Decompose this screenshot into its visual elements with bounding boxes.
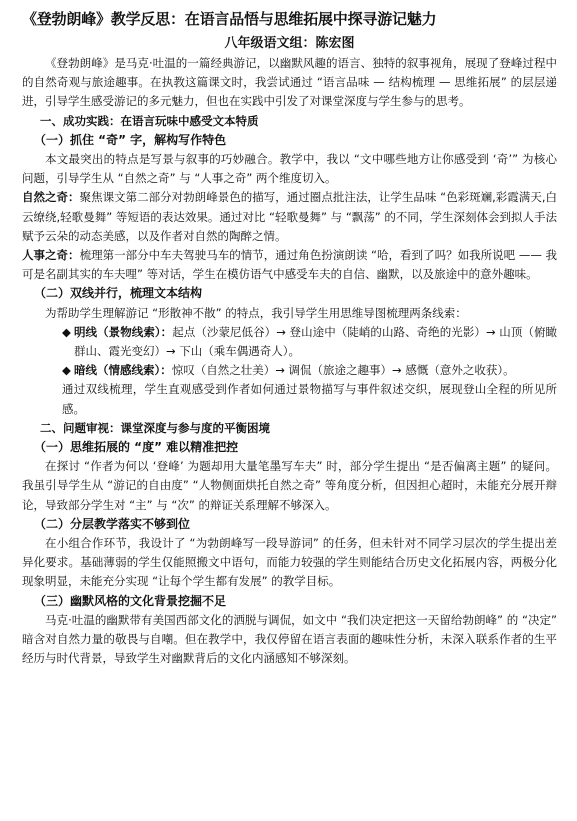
section-1-sub-2-closing: 通过双线梳理，学生直观感受到作者如何通过景物描写与事件叙述交织，展现登山全程的所见所感。	[62, 382, 557, 416]
nature-text: 聚焦课文第二部分对勃朗峰景色的描写，通过圈点批注法，让学生品味 “色彩斑斓,彩霞满天,白云缭绕,轻歌曼舞” 等短语的表达效果。通过对比 “轻歌曼舞” 与 “飘荡” 的不同，学生深刻体会到拟人手法赋予云朵的动态美感，以及作者对自然的陶醉之情。	[22, 190, 557, 243]
nature-paragraph	[22, 188, 557, 246]
section-1-sub-1-heading: （一）抓住 “奇” 字，解构写作特色	[34, 132, 227, 147]
list-item	[62, 323, 557, 361]
section-1-sub-2-paragraph: 为帮助学生理解游记 “形散神不散” 的特点，我引导学生用思维导图梳理两条线索：	[45, 305, 467, 320]
nature-lead: 自然之奇：	[22, 190, 80, 205]
section-2-sub-1-heading: （一）思维拓展的 “度” 难以精准把控	[34, 440, 239, 455]
section-1-heading: 一、成功实践：在语言玩味中感受文本特质	[40, 113, 259, 128]
section-1-sub-1-paragraph: 本文最突出的特点是写景与叙事的巧妙融合。教学中，我以 “文中哪些地方让你感受到 ‘奇’” 为核心问题，引导学生从 “自然之奇” 与 “人事之奇” 两个维度切入。	[22, 152, 557, 186]
section-2-sub-3-paragraph: 马克·吐温的幽默带有美国西部文化的洒脱与调侃，如文中 “我们决定把这一天留给勃朗峰” 的 “决定” 暗含对自然力量的敬畏与自嘲。但在教学中，我仅停留在语言表面的趣味性分析，未深入联系作者的生平经历与时代背景，导致学生对幽默背后的文化内涵感知不够深刻。	[22, 612, 557, 666]
diamond-bullet-icon: ◆	[62, 324, 71, 339]
clue-list	[22, 323, 557, 381]
human-lead: 人事之奇：	[22, 248, 80, 263]
human-text: 梳理第一部分中车夫驾驶马车的情节，通过角色扮演朗读 “哈，看到了吗？如我所说吧 —— 我可是名副其实的车夫哩” 等对话，学生在模仿语气中感受车夫的自信、幽默，以及旅途中的意外趣味。	[22, 248, 557, 282]
clue-2-text: 惊叹（自然之壮美）→ 调侃（旅途之趣事）→ 感慨（意外之收获）。	[171, 363, 515, 378]
section-2-sub-3-heading: （三）幽默风格的文化背景挖掘不足	[34, 593, 227, 608]
clue-1-text: 起点（沙蒙尼低谷）→ 登山途中（陡峭的山路、奇绝的光影）→ 山顶（俯瞰群山、霞光变幻）→ 下山（乘车偶遇奇人）。	[74, 324, 557, 359]
section-2-sub-1-paragraph: 在探讨 “作者为何以 ‘登峰’ 为题却用大量笔墨写车夫” 时，部分学生提出 “是否偏离主题” 的疑问。我虽引导学生从 “游记的自由度” “人物侧面烘托自然之奇” 等角度分析，但因担心超时，未能充分展开辩论，导致部分学生对 “主” 与 “次” 的辩证关系理解不够深入。	[22, 459, 557, 512]
section-2-sub-2-paragraph: 在小组合作环节，我设计了 “为勃朗峰写一段导游词” 的任务，但未针对不同学习层次的学生提出差异化要求。基础薄弱的学生仅能照搬文中语句，而能力较强的学生则能结合历史文化拓展内容，两极分化现象明显，未能充分实现 “让每个学生都有发展” 的教学目标。	[22, 536, 557, 589]
human-paragraph	[22, 246, 557, 284]
section-2-heading: 二、问题审视：课堂深度与参与度的平衡困境	[40, 420, 270, 435]
diamond-bullet-icon: ◆	[62, 363, 71, 378]
author-line: 八年级语文组：陈宏图	[224, 36, 355, 51]
clue-1-lead: 明线（景物线索）：	[74, 324, 173, 339]
intro-paragraph: 《登勃朗峰》是马克·吐温的一篇经典游记，以幽默风趣的语言、独特的叙事视角，展现了登峰过程中的自然奇观与旅途趣事。在执教这篇课文时，我尝试通过 “语言品味 — 结构梳理 — 思维拓展” 的层层递进，引导学生感受游记的多元魅力，但也在实践中引发了对课堂深度与学生参与的思考。	[22, 56, 557, 109]
section-2-sub-2-heading: （二）分层教学落实不够到位	[34, 516, 191, 531]
document-title: 《登勃朗峰》教学反思：在语言品悟与思维拓展中探寻游记魅力	[22, 10, 437, 28]
clue-2-lead: 暗线（情感线索）：	[74, 363, 172, 378]
list-item	[62, 361, 557, 380]
section-1-sub-2-heading: （二）双线并行，梳理文本结构	[34, 286, 203, 301]
